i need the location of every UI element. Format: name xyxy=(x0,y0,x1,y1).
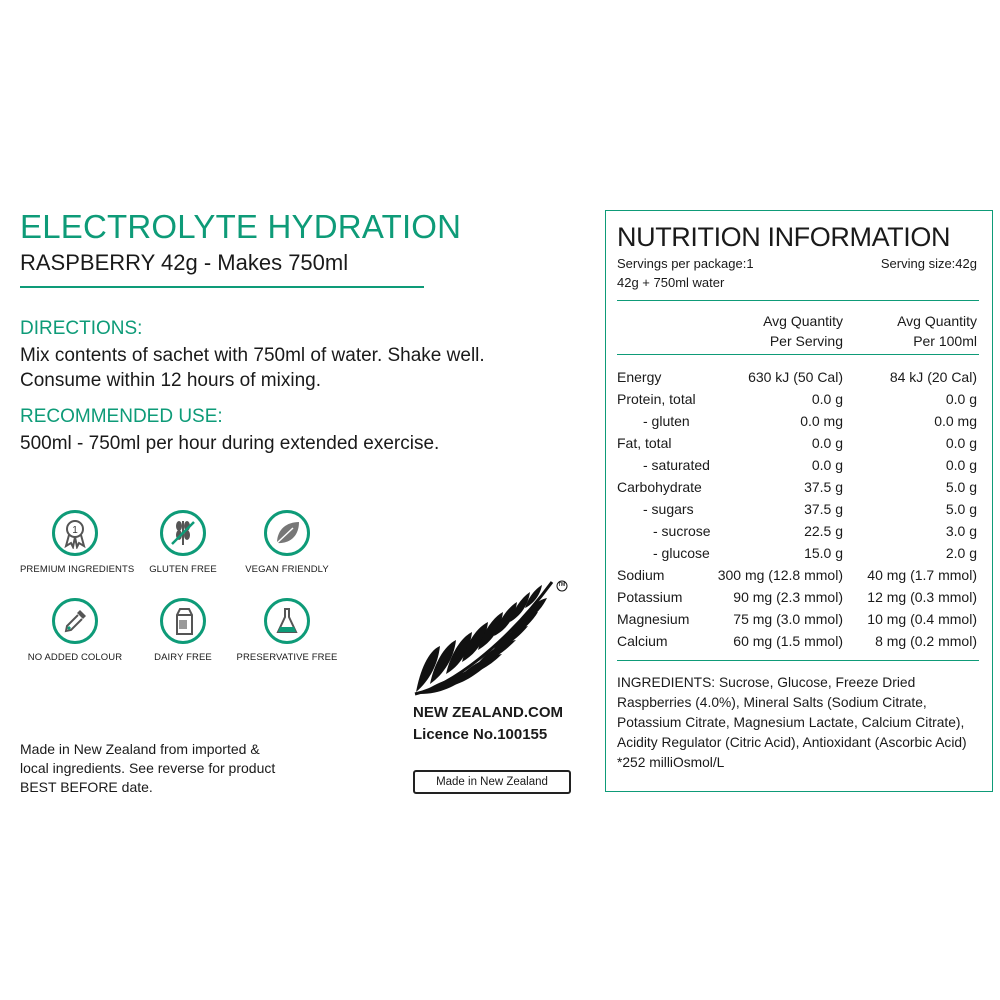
badge-premium-ingredients xyxy=(20,510,135,575)
made-in-line-2: local ingredients. See reverse for product xyxy=(20,760,276,776)
product-title: ELECTROLYTE HYDRATION xyxy=(20,208,462,245)
per-100ml-value: 40 mg (1.7 mmol) xyxy=(867,567,977,583)
ingredients-text: INGREDIENTS: Sucrose, Glucose, Freeze Dried Raspberries (4.0%), Mineral Salts (Sodium Citrate, Potassium Citrate, Magnesium Lactate, Calcium Citrate), Acidity Regulator (Citric Acid), Antioxidant (Ascorbic Acid) *252 milliOsmol/L xyxy=(617,675,967,770)
nutrition-row xyxy=(617,501,977,523)
nutrient-name: Energy xyxy=(617,369,662,385)
badge-label: VEGAN FRIENDLY xyxy=(245,564,329,575)
trademark-mark: TM xyxy=(558,582,566,588)
nutrient-name: - gluten xyxy=(643,413,690,429)
per-serving-value: 300 mg (12.8 mmol) xyxy=(717,567,843,583)
made-in-line-1: Made in New Zealand from imported & xyxy=(20,741,260,757)
per-100ml-value: 10 mg (0.4 mmol) xyxy=(867,611,977,627)
nutrition-divider-2 xyxy=(617,354,979,355)
nutrient-name: Sodium xyxy=(617,567,665,583)
servings-per-package: Servings per package:1 xyxy=(617,256,754,271)
nutrient-name: Carbohydrate xyxy=(617,479,702,495)
per-serving-value: 37.5 g xyxy=(804,479,843,495)
per-100ml-value: 12 mg (0.3 mmol) xyxy=(867,589,977,605)
per-100ml-value: 3.0 g xyxy=(945,523,977,539)
made-in-line-3: BEST BEFORE date. xyxy=(20,779,153,795)
nutrition-row xyxy=(617,523,977,545)
nutrition-row xyxy=(617,391,977,413)
nutrition-row xyxy=(617,567,977,589)
badge-label: PRESERVATIVE FREE xyxy=(236,652,338,663)
milk-carton-icon xyxy=(167,605,199,637)
nutrient-name: - saturated xyxy=(643,457,710,473)
svg-text:1: 1 xyxy=(72,525,78,536)
per-serving-value: 0.0 g xyxy=(811,457,843,473)
nutrient-name: Calcium xyxy=(617,633,668,649)
nutrition-row xyxy=(617,479,977,501)
per-100ml-value: 8 mg (0.2 mmol) xyxy=(875,633,977,649)
nutrition-row xyxy=(617,435,977,457)
per-100ml-value: 0.0 g xyxy=(945,391,977,407)
nutrient-name: Magnesium xyxy=(617,611,690,627)
per-100ml-value: 5.0 g xyxy=(945,501,977,517)
nutrition-row xyxy=(617,545,977,567)
badge-gluten-free xyxy=(128,510,238,575)
badge-no-added-colour xyxy=(20,598,130,663)
nutrient-name: - sucrose xyxy=(653,523,711,539)
badge-label: DAIRY FREE xyxy=(154,652,212,663)
per-serving-value: 22.5 g xyxy=(804,523,843,539)
nutrition-row xyxy=(617,633,977,655)
per-100ml-value: 0.0 g xyxy=(945,457,977,473)
badge-vegan-friendly xyxy=(232,510,342,575)
per-serving-value: 0.0 g xyxy=(811,435,843,451)
col2-line1: Avg Quantity xyxy=(897,313,977,329)
made-in-note xyxy=(20,740,320,797)
per-100ml-value: 2.0 g xyxy=(945,545,977,561)
recommended-line-1: 500ml - 750ml per hour during extended exercise. xyxy=(20,433,440,454)
directions-line-1: Mix contents of sachet with 750ml of water. Shake well. xyxy=(20,345,485,366)
badge-label: GLUTEN FREE xyxy=(149,564,217,575)
ribbon-award-icon xyxy=(59,517,91,549)
directions-line-2: Consume within 12 hours of mixing. xyxy=(20,370,321,391)
col1-line2: Per Serving xyxy=(769,333,843,349)
badge-label: PREMIUM INGREDIENTS xyxy=(20,564,135,575)
nutrition-row xyxy=(617,589,977,611)
flask-icon xyxy=(271,605,303,637)
product-subtitle: RASPBERRY 42g - Makes 750ml xyxy=(20,250,349,275)
dropper-icon xyxy=(59,605,91,637)
nutrient-name: Potassium xyxy=(617,589,683,605)
nutrient-name: Protein, total xyxy=(617,391,696,407)
nutrition-row xyxy=(617,457,977,479)
per-100ml-value: 84 kJ (20 Cal) xyxy=(889,369,977,385)
nutrient-name: - glucose xyxy=(653,545,710,561)
col2-line2: Per 100ml xyxy=(913,333,977,349)
made-in-nz-box: Made in New Zealand xyxy=(413,770,571,794)
silver-fern-logo xyxy=(410,576,570,700)
per-100ml-value: 0.0 mg xyxy=(934,413,977,429)
per-serving-value: 60 mg (1.5 mmol) xyxy=(733,633,843,649)
per-serving-value: 0.0 g xyxy=(811,391,843,407)
nutrition-row xyxy=(617,611,977,633)
per-serving-value: 75 mg (3.0 mmol) xyxy=(733,611,843,627)
nutrition-row xyxy=(617,413,977,435)
nutrition-title: NUTRITION INFORMATION xyxy=(617,222,951,252)
badge-preservative-free xyxy=(232,598,342,663)
per-serving-value: 90 mg (2.3 mmol) xyxy=(733,589,843,605)
badge-label: NO ADDED COLOUR xyxy=(27,652,123,663)
col-per-100ml-header xyxy=(897,311,977,351)
leaf-icon xyxy=(271,517,303,549)
wheat-crossed-icon xyxy=(167,517,199,549)
per-serving-value: 0.0 mg xyxy=(800,413,843,429)
col1-line1: Avg Quantity xyxy=(763,313,843,329)
serving-note: 42g + 750ml water xyxy=(617,275,725,290)
nutrient-name: Fat, total xyxy=(617,435,672,451)
serving-size: Serving size:42g xyxy=(880,256,977,271)
per-100ml-value: 0.0 g xyxy=(945,435,977,451)
badge-dairy-free xyxy=(128,598,238,663)
per-serving-value: 37.5 g xyxy=(804,501,843,517)
recommended-heading: RECOMMENDED USE: xyxy=(20,406,223,427)
directions-heading: DIRECTIONS: xyxy=(20,318,143,339)
nutrition-row xyxy=(617,369,977,391)
nutrition-divider-1 xyxy=(617,300,979,301)
title-divider xyxy=(20,286,424,288)
col-per-serving-header xyxy=(763,311,843,351)
per-100ml-value: 5.0 g xyxy=(945,479,977,495)
nutrient-name: - sugars xyxy=(643,501,694,517)
nutrition-divider-3 xyxy=(617,660,979,661)
per-serving-value: 630 kJ (50 Cal) xyxy=(748,369,843,385)
per-serving-value: 15.0 g xyxy=(804,545,843,561)
nz-licence: Licence No.100155 xyxy=(413,726,548,743)
nz-logo-text: NEW ZEALAND.COM xyxy=(413,704,563,721)
